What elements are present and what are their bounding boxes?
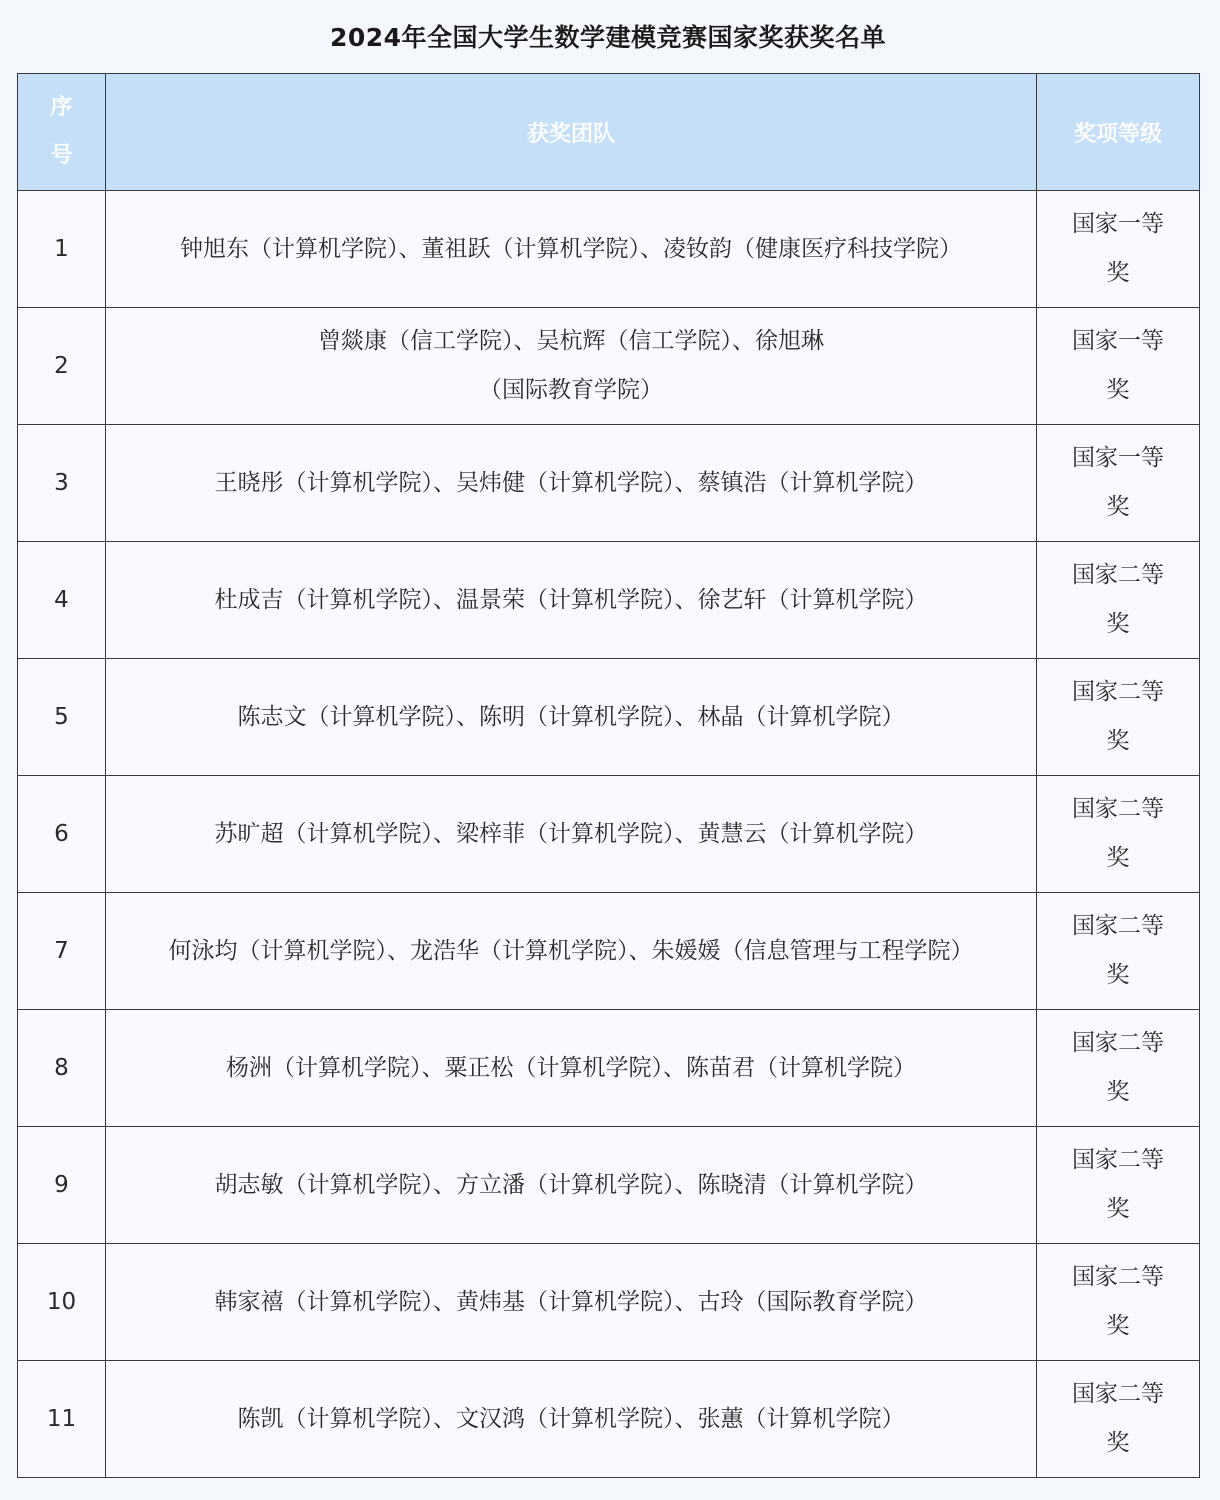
award-level-text: 国家二等奖 (1072, 796, 1164, 871)
row-team-members: 韩家禧（计算机学院）、黄炜基（计算机学院）、古玲（国际教育学院） (106, 1244, 1037, 1361)
award-level-text: 国家二等奖 (1072, 913, 1164, 988)
row-team-members: 王晓彤（计算机学院）、吴炜健（计算机学院）、蔡镇浩（计算机学院） (106, 425, 1037, 542)
row-award-level (1037, 893, 1200, 1010)
row-serial-number: 4 (18, 542, 106, 659)
row-team-members: 陈凯（计算机学院）、文汉鸿（计算机学院）、张蕙（计算机学院） (106, 1361, 1037, 1478)
table-row (18, 776, 1200, 893)
table-row (18, 1361, 1200, 1478)
row-serial-number: 11 (18, 1361, 106, 1478)
header-serial-number-label: 序号 (50, 95, 73, 168)
row-award-level (1037, 776, 1200, 893)
table-row (18, 893, 1200, 1010)
award-level-text: 国家二等奖 (1072, 1147, 1164, 1222)
award-level-text: 国家二等奖 (1072, 1381, 1164, 1456)
table-row (18, 1127, 1200, 1244)
row-team-members-text: 曾燚康（信工学院）、吴杭辉（信工学院）、徐旭琳（国际教育学院） (318, 328, 824, 403)
header-serial-number (18, 74, 106, 191)
award-level-text: 国家一等奖 (1072, 445, 1164, 520)
page-title: 2024年全国大学生数学建模竞赛国家奖获奖名单 (329, 23, 887, 52)
row-award-level (1037, 542, 1200, 659)
table-row (18, 542, 1200, 659)
header-winning-team-label: 获奖团队 (526, 121, 615, 147)
row-team-members (106, 308, 1037, 425)
table-row (18, 425, 1200, 542)
table-row (18, 308, 1200, 425)
row-serial-number: 2 (18, 308, 106, 425)
table-row (18, 1244, 1200, 1361)
header-award-level-label: 奖项等级 (1073, 121, 1162, 147)
row-serial-number: 10 (18, 1244, 106, 1361)
row-serial-number: 1 (18, 191, 106, 308)
row-team-members: 何泳均（计算机学院）、龙浩华（计算机学院）、朱媛媛（信息管理与工程学院） (106, 893, 1037, 1010)
header-award-level (1037, 74, 1200, 191)
row-serial-number: 9 (18, 1127, 106, 1244)
row-award-level (1037, 659, 1200, 776)
award-level-text: 国家一等奖 (1072, 211, 1164, 286)
header-winning-team (106, 74, 1037, 191)
row-team-members: 杨洲（计算机学院）、粟正松（计算机学院）、陈苗君（计算机学院） (106, 1010, 1037, 1127)
award-level-text: 国家二等奖 (1072, 1264, 1164, 1339)
award-level-text: 国家一等奖 (1072, 328, 1164, 403)
table-body (18, 191, 1200, 1478)
row-serial-number: 5 (18, 659, 106, 776)
row-serial-number: 8 (18, 1010, 106, 1127)
row-award-level (1037, 191, 1200, 308)
row-award-level (1037, 425, 1200, 542)
row-team-members: 钟旭东（计算机学院）、董祖跃（计算机学院）、凌钕韵（健康医疗科技学院） (106, 191, 1037, 308)
header-row (18, 74, 1200, 191)
row-team-members: 陈志文（计算机学院）、陈明（计算机学院）、林晶（计算机学院） (106, 659, 1037, 776)
row-award-level (1037, 1010, 1200, 1127)
table-row (18, 191, 1200, 308)
award-level-text: 国家二等奖 (1072, 562, 1164, 637)
row-team-members: 苏旷超（计算机学院）、梁梓菲（计算机学院）、黄慧云（计算机学院） (106, 776, 1037, 893)
row-team-members: 胡志敏（计算机学院）、方立潘（计算机学院）、陈晓清（计算机学院） (106, 1127, 1037, 1244)
table-header (18, 74, 1200, 191)
row-award-level (1037, 308, 1200, 425)
table-row (18, 1010, 1200, 1127)
award-level-text: 国家二等奖 (1072, 679, 1164, 754)
row-award-level (1037, 1361, 1200, 1478)
row-team-members: 杜成吉（计算机学院）、温景荣（计算机学院）、徐艺轩（计算机学院） (106, 542, 1037, 659)
row-serial-number: 3 (18, 425, 106, 542)
row-award-level (1037, 1244, 1200, 1361)
row-serial-number: 7 (18, 893, 106, 1010)
table-row (18, 659, 1200, 776)
row-award-level (1037, 1127, 1200, 1244)
row-serial-number: 6 (18, 776, 106, 893)
award-level-text: 国家二等奖 (1072, 1030, 1164, 1105)
award-table (17, 73, 1200, 1478)
